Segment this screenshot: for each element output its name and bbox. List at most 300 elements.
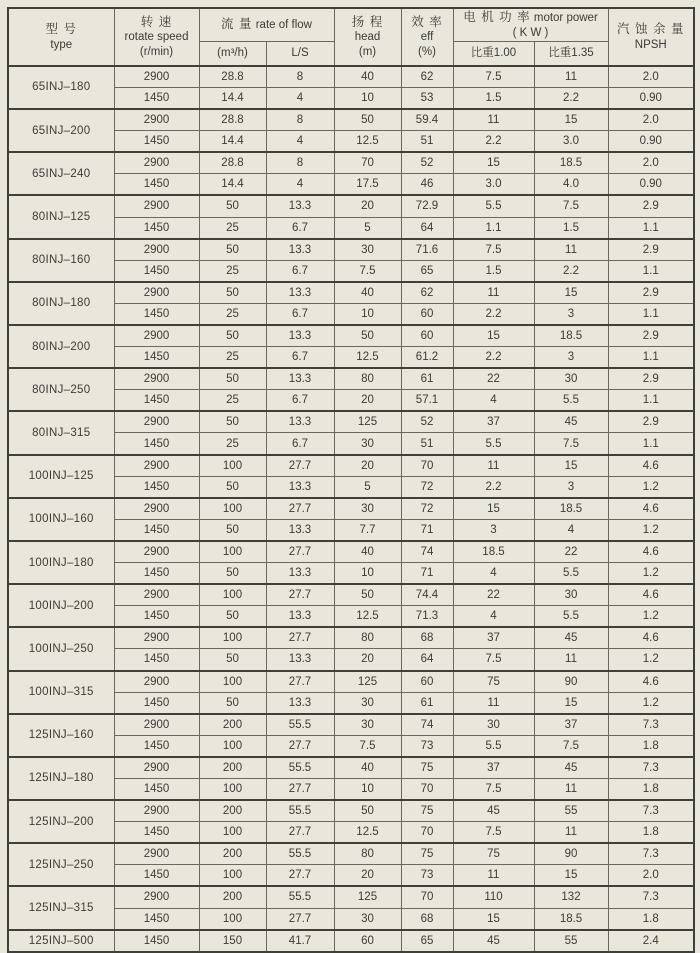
data-cell: 75 <box>453 843 534 865</box>
data-cell: 200 <box>199 843 266 865</box>
table-row <box>8 498 694 520</box>
data-cell: 1.8 <box>608 735 694 757</box>
data-cell: 57.1 <box>401 390 453 412</box>
data-cell: 13.3 <box>266 692 334 714</box>
data-cell: 1450 <box>114 563 199 585</box>
model-cell: 65INJ–180 <box>8 66 114 109</box>
data-cell: 50 <box>334 584 401 606</box>
data-cell: 100 <box>199 822 266 844</box>
data-cell: 7.5 <box>334 735 401 757</box>
data-cell: 50 <box>199 692 266 714</box>
data-cell: 4 <box>266 131 334 153</box>
data-cell: 65 <box>401 260 453 282</box>
data-cell: 4 <box>534 519 608 541</box>
data-cell: 7.5 <box>334 260 401 282</box>
model-cell: 80INJ–250 <box>8 368 114 411</box>
data-cell: 60 <box>401 325 453 347</box>
table-body <box>8 66 694 952</box>
col-header-type <box>8 8 114 66</box>
model-cell: 80INJ–125 <box>8 195 114 238</box>
data-cell: 50 <box>199 519 266 541</box>
data-cell: 70 <box>401 822 453 844</box>
data-cell: 5.5 <box>534 606 608 628</box>
data-cell: 73 <box>401 735 453 757</box>
data-cell: 61 <box>401 692 453 714</box>
data-cell: 30 <box>334 714 401 736</box>
data-cell: 41.7 <box>266 930 334 952</box>
table-row <box>8 325 694 347</box>
data-cell: 27.7 <box>266 627 334 649</box>
data-cell: 5 <box>334 476 401 498</box>
data-cell: 1450 <box>114 606 199 628</box>
col-header-npsh <box>608 8 694 66</box>
data-cell: 60 <box>401 303 453 325</box>
data-cell: 11 <box>534 66 608 88</box>
data-cell: 55.5 <box>266 886 334 908</box>
data-cell: 40 <box>334 757 401 779</box>
data-cell: 11 <box>453 865 534 887</box>
col-header-npsh-zh: 汽 蚀 余 量 <box>617 22 685 36</box>
data-cell: 2900 <box>114 368 199 390</box>
data-cell: 4.6 <box>608 541 694 563</box>
data-cell: 37 <box>453 757 534 779</box>
data-cell: 6.7 <box>266 217 334 239</box>
data-cell: 2900 <box>114 584 199 606</box>
data-cell: 1450 <box>114 260 199 282</box>
data-cell: 0.90 <box>608 131 694 153</box>
col-header-eff <box>401 8 453 66</box>
col-header-type-en: type <box>50 38 73 51</box>
data-cell: 2.0 <box>608 865 694 887</box>
data-cell: 2.9 <box>608 239 694 261</box>
data-cell: 15 <box>453 152 534 174</box>
data-cell: 2900 <box>114 886 199 908</box>
data-cell: 11 <box>453 455 534 477</box>
model-cell: 80INJ–200 <box>8 325 114 368</box>
data-cell: 7.5 <box>453 778 534 800</box>
data-cell: 2.9 <box>608 325 694 347</box>
data-cell: 18.5 <box>534 325 608 347</box>
data-cell: 1.1 <box>608 303 694 325</box>
data-cell: 7.7 <box>334 519 401 541</box>
data-cell: 61.2 <box>401 347 453 369</box>
data-cell: 1.1 <box>608 217 694 239</box>
model-cell: 65INJ–240 <box>8 152 114 195</box>
data-cell: 74.4 <box>401 584 453 606</box>
data-cell: 74 <box>401 541 453 563</box>
pump-spec-table <box>7 7 695 953</box>
data-cell: 75 <box>401 800 453 822</box>
data-cell: 13.3 <box>266 476 334 498</box>
data-cell: 13.3 <box>266 411 334 433</box>
data-cell: 15 <box>534 692 608 714</box>
data-cell: 1450 <box>114 908 199 930</box>
data-cell: 150 <box>199 930 266 952</box>
data-cell: 50 <box>199 476 266 498</box>
data-cell: 28.8 <box>199 152 266 174</box>
data-cell: 30 <box>334 692 401 714</box>
data-cell: 2.2 <box>453 476 534 498</box>
data-cell: 50 <box>199 368 266 390</box>
data-cell: 0.90 <box>608 87 694 109</box>
table-row <box>8 714 694 736</box>
data-cell: 100 <box>199 778 266 800</box>
data-cell: 50 <box>199 282 266 304</box>
table-row <box>8 843 694 865</box>
data-cell: 12.5 <box>334 131 401 153</box>
data-cell: 2.0 <box>608 66 694 88</box>
data-cell: 73 <box>401 865 453 887</box>
data-cell: 2900 <box>114 757 199 779</box>
data-cell: 1.1 <box>453 217 534 239</box>
model-cell: 125INJ–200 <box>8 800 114 843</box>
data-cell: 20 <box>334 649 401 671</box>
data-cell: 7.5 <box>534 433 608 455</box>
data-cell: 15 <box>453 325 534 347</box>
data-cell: 20 <box>334 455 401 477</box>
data-cell: 50 <box>199 239 266 261</box>
data-cell: 200 <box>199 886 266 908</box>
table-row <box>8 584 694 606</box>
data-cell: 37 <box>453 627 534 649</box>
data-cell: 27.7 <box>266 541 334 563</box>
data-cell: 55.5 <box>266 800 334 822</box>
data-cell: 1450 <box>114 87 199 109</box>
data-cell: 13.3 <box>266 649 334 671</box>
data-cell: 2.2 <box>453 347 534 369</box>
data-cell: 13.3 <box>266 239 334 261</box>
col-header-eff-zh: 效 率 <box>411 14 443 29</box>
data-cell: 1450 <box>114 433 199 455</box>
data-cell: 2900 <box>114 325 199 347</box>
data-cell: 45 <box>534 627 608 649</box>
data-cell: 27.7 <box>266 778 334 800</box>
data-cell: 27.7 <box>266 865 334 887</box>
data-cell: 1.5 <box>453 87 534 109</box>
data-cell: 28.8 <box>199 66 266 88</box>
data-cell: 25 <box>199 217 266 239</box>
data-cell: 14.4 <box>199 174 266 196</box>
data-cell: 50 <box>334 800 401 822</box>
col-header-motor-power <box>453 8 608 41</box>
model-cell: 80INJ–180 <box>8 282 114 325</box>
data-cell: 10 <box>334 778 401 800</box>
data-cell: 1.2 <box>608 649 694 671</box>
data-cell: 70 <box>401 455 453 477</box>
data-cell: 13.3 <box>266 282 334 304</box>
data-cell: 64 <box>401 217 453 239</box>
data-cell: 72 <box>401 498 453 520</box>
data-cell: 1.8 <box>608 822 694 844</box>
data-cell: 7.5 <box>453 239 534 261</box>
data-cell: 10 <box>334 303 401 325</box>
data-cell: 62 <box>401 282 453 304</box>
data-cell: 200 <box>199 757 266 779</box>
data-cell: 55.5 <box>266 843 334 865</box>
table-row <box>8 239 694 261</box>
data-cell: 30 <box>334 239 401 261</box>
data-cell: 70 <box>334 152 401 174</box>
data-cell: 132 <box>534 886 608 908</box>
data-cell: 7.3 <box>608 800 694 822</box>
model-cell: 80INJ–160 <box>8 239 114 282</box>
data-cell: 50 <box>199 649 266 671</box>
data-cell: 1450 <box>114 865 199 887</box>
data-cell: 22 <box>453 584 534 606</box>
data-cell: 1.1 <box>608 347 694 369</box>
table-row <box>8 757 694 779</box>
data-cell: 2.2 <box>453 303 534 325</box>
data-cell: 20 <box>334 390 401 412</box>
data-cell: 70 <box>401 886 453 908</box>
data-cell: 2.2 <box>534 260 608 282</box>
data-cell: 11 <box>534 649 608 671</box>
col-header-flow-en: rate of flow <box>255 19 312 32</box>
data-cell: 2900 <box>114 66 199 88</box>
data-cell: 1450 <box>114 822 199 844</box>
data-cell: 1450 <box>114 692 199 714</box>
data-cell: 2.4 <box>608 930 694 952</box>
model-cell: 125INJ–160 <box>8 714 114 757</box>
data-cell: 2900 <box>114 498 199 520</box>
data-cell: 37 <box>453 411 534 433</box>
data-cell: 45 <box>453 930 534 952</box>
data-cell: 71.3 <box>401 606 453 628</box>
data-cell: 50 <box>199 325 266 347</box>
data-cell: 30 <box>334 433 401 455</box>
data-cell: 1450 <box>114 476 199 498</box>
data-cell: 50 <box>199 606 266 628</box>
data-cell: 1450 <box>114 303 199 325</box>
data-cell: 13.3 <box>266 606 334 628</box>
data-cell: 1.1 <box>608 433 694 455</box>
data-cell: 12.5 <box>334 606 401 628</box>
data-cell: 5 <box>334 217 401 239</box>
data-cell: 100 <box>199 584 266 606</box>
data-cell: 100 <box>199 865 266 887</box>
data-cell: 1.8 <box>608 778 694 800</box>
table-row <box>8 627 694 649</box>
data-cell: 2.9 <box>608 411 694 433</box>
data-cell: 13.3 <box>266 368 334 390</box>
data-cell: 1.2 <box>608 476 694 498</box>
data-cell: 10 <box>334 87 401 109</box>
data-cell: 5.5 <box>453 195 534 217</box>
table-row <box>8 411 694 433</box>
data-cell: 14.4 <box>199 131 266 153</box>
data-cell: 52 <box>401 411 453 433</box>
data-cell: 1450 <box>114 217 199 239</box>
data-cell: 1.2 <box>608 692 694 714</box>
data-cell: 2.9 <box>608 282 694 304</box>
data-cell: 5.5 <box>534 390 608 412</box>
data-cell: 51 <box>401 131 453 153</box>
data-cell: 2.2 <box>453 131 534 153</box>
data-cell: 20 <box>334 865 401 887</box>
data-cell: 30 <box>453 714 534 736</box>
data-cell: 4 <box>453 563 534 585</box>
data-cell: 27.7 <box>266 735 334 757</box>
data-cell: 72 <box>401 476 453 498</box>
data-cell: 20 <box>334 195 401 217</box>
col-header-motor-power-zh: 电 机 功 率 <box>463 10 531 24</box>
data-cell: 90 <box>534 671 608 693</box>
model-cell: 125INJ–180 <box>8 757 114 800</box>
data-cell: 11 <box>534 778 608 800</box>
data-cell: 50 <box>334 325 401 347</box>
col-header-eff-unit: (%) <box>418 46 436 59</box>
data-cell: 125 <box>334 411 401 433</box>
model-cell: 100INJ–315 <box>8 671 114 714</box>
data-cell: 1.8 <box>608 908 694 930</box>
col-subheader-sg135: 比重1.35 <box>534 41 608 66</box>
model-cell: 125INJ–250 <box>8 843 114 886</box>
data-cell: 50 <box>334 109 401 131</box>
data-cell: 2.2 <box>534 87 608 109</box>
data-cell: 6.7 <box>266 390 334 412</box>
data-cell: 45 <box>534 757 608 779</box>
data-cell: 4.0 <box>534 174 608 196</box>
data-cell: 80 <box>334 843 401 865</box>
data-cell: 100 <box>199 627 266 649</box>
data-cell: 1450 <box>114 174 199 196</box>
data-cell: 18.5 <box>453 541 534 563</box>
data-cell: 71 <box>401 519 453 541</box>
data-cell: 40 <box>334 541 401 563</box>
col-header-motor-power-unit: ( K W ) <box>512 26 549 39</box>
data-cell: 2900 <box>114 282 199 304</box>
model-cell: 100INJ–180 <box>8 541 114 584</box>
data-cell: 7.5 <box>453 66 534 88</box>
data-cell: 5.5 <box>534 563 608 585</box>
data-cell: 200 <box>199 714 266 736</box>
data-cell: 25 <box>199 390 266 412</box>
data-cell: 7.3 <box>608 843 694 865</box>
data-cell: 18.5 <box>534 908 608 930</box>
table-row <box>8 930 694 952</box>
data-cell: 12.5 <box>334 347 401 369</box>
data-cell: 100 <box>199 735 266 757</box>
data-cell: 27.7 <box>266 498 334 520</box>
table-row <box>8 66 694 88</box>
data-cell: 75 <box>401 757 453 779</box>
data-cell: 3 <box>453 519 534 541</box>
data-cell: 10 <box>334 563 401 585</box>
data-cell: 5.5 <box>453 735 534 757</box>
model-cell: 125INJ–500 <box>8 930 114 952</box>
header-row-1 <box>8 8 694 41</box>
data-cell: 1450 <box>114 735 199 757</box>
data-cell: 11 <box>453 282 534 304</box>
data-cell: 50 <box>199 411 266 433</box>
col-header-npsh-en: NPSH <box>634 38 667 51</box>
data-cell: 6.7 <box>266 347 334 369</box>
data-cell: 2.0 <box>608 109 694 131</box>
data-cell: 52 <box>401 152 453 174</box>
data-cell: 15 <box>534 865 608 887</box>
data-cell: 30 <box>534 584 608 606</box>
data-cell: 2900 <box>114 714 199 736</box>
data-cell: 55 <box>534 800 608 822</box>
data-cell: 14.4 <box>199 87 266 109</box>
data-cell: 1.2 <box>608 606 694 628</box>
data-cell: 65 <box>401 930 453 952</box>
data-cell: 3 <box>534 303 608 325</box>
data-cell: 2.0 <box>608 152 694 174</box>
data-cell: 80 <box>334 627 401 649</box>
data-cell: 4.6 <box>608 584 694 606</box>
data-cell: 1450 <box>114 778 199 800</box>
table-header <box>8 8 694 66</box>
data-cell: 3.0 <box>453 174 534 196</box>
data-cell: 50 <box>199 563 266 585</box>
data-cell: 64 <box>401 649 453 671</box>
data-cell: 15 <box>453 908 534 930</box>
data-cell: 71.6 <box>401 239 453 261</box>
data-cell: 71 <box>401 563 453 585</box>
data-cell: 51 <box>401 433 453 455</box>
data-cell: 13.3 <box>266 563 334 585</box>
data-cell: 13.3 <box>266 195 334 217</box>
model-cell: 100INJ–125 <box>8 455 114 498</box>
data-cell: 45 <box>534 411 608 433</box>
data-cell: 2900 <box>114 843 199 865</box>
table-row <box>8 282 694 304</box>
col-header-head-zh: 扬 程 <box>351 14 384 29</box>
data-cell: 18.5 <box>534 152 608 174</box>
data-cell: 22 <box>453 368 534 390</box>
col-header-eff-en: eff <box>420 31 434 44</box>
data-cell: 2900 <box>114 671 199 693</box>
data-cell: 25 <box>199 260 266 282</box>
data-cell: 11 <box>453 692 534 714</box>
data-cell: 25 <box>199 347 266 369</box>
data-cell: 1450 <box>114 649 199 671</box>
data-cell: 7.3 <box>608 714 694 736</box>
col-subheader-m3h: (m³/h) <box>199 41 266 66</box>
data-cell: 30 <box>334 498 401 520</box>
data-cell: 7.3 <box>608 757 694 779</box>
data-cell: 1.1 <box>608 260 694 282</box>
table-row <box>8 368 694 390</box>
data-cell: 75 <box>453 671 534 693</box>
col-header-motor-power-en: motor power <box>533 12 598 24</box>
data-cell: 6.7 <box>266 260 334 282</box>
table-row <box>8 671 694 693</box>
data-cell: 2900 <box>114 800 199 822</box>
data-cell: 6.7 <box>266 433 334 455</box>
data-cell: 1.2 <box>608 563 694 585</box>
table-row <box>8 800 694 822</box>
data-cell: 40 <box>334 66 401 88</box>
data-cell: 2900 <box>114 411 199 433</box>
data-cell: 4 <box>453 390 534 412</box>
col-header-speed-zh: 转 速 <box>140 14 173 29</box>
data-cell: 59.4 <box>401 109 453 131</box>
data-cell: 4.6 <box>608 627 694 649</box>
data-cell: 68 <box>401 627 453 649</box>
data-cell: 25 <box>199 303 266 325</box>
data-cell: 12.5 <box>334 822 401 844</box>
data-cell: 90 <box>534 843 608 865</box>
data-cell: 68 <box>401 908 453 930</box>
col-header-speed <box>114 8 199 66</box>
model-cell: 100INJ–200 <box>8 584 114 627</box>
data-cell: 125 <box>334 671 401 693</box>
data-cell: 110 <box>453 886 534 908</box>
col-header-speed-en: rotate speed <box>124 31 189 44</box>
data-cell: 55.5 <box>266 757 334 779</box>
